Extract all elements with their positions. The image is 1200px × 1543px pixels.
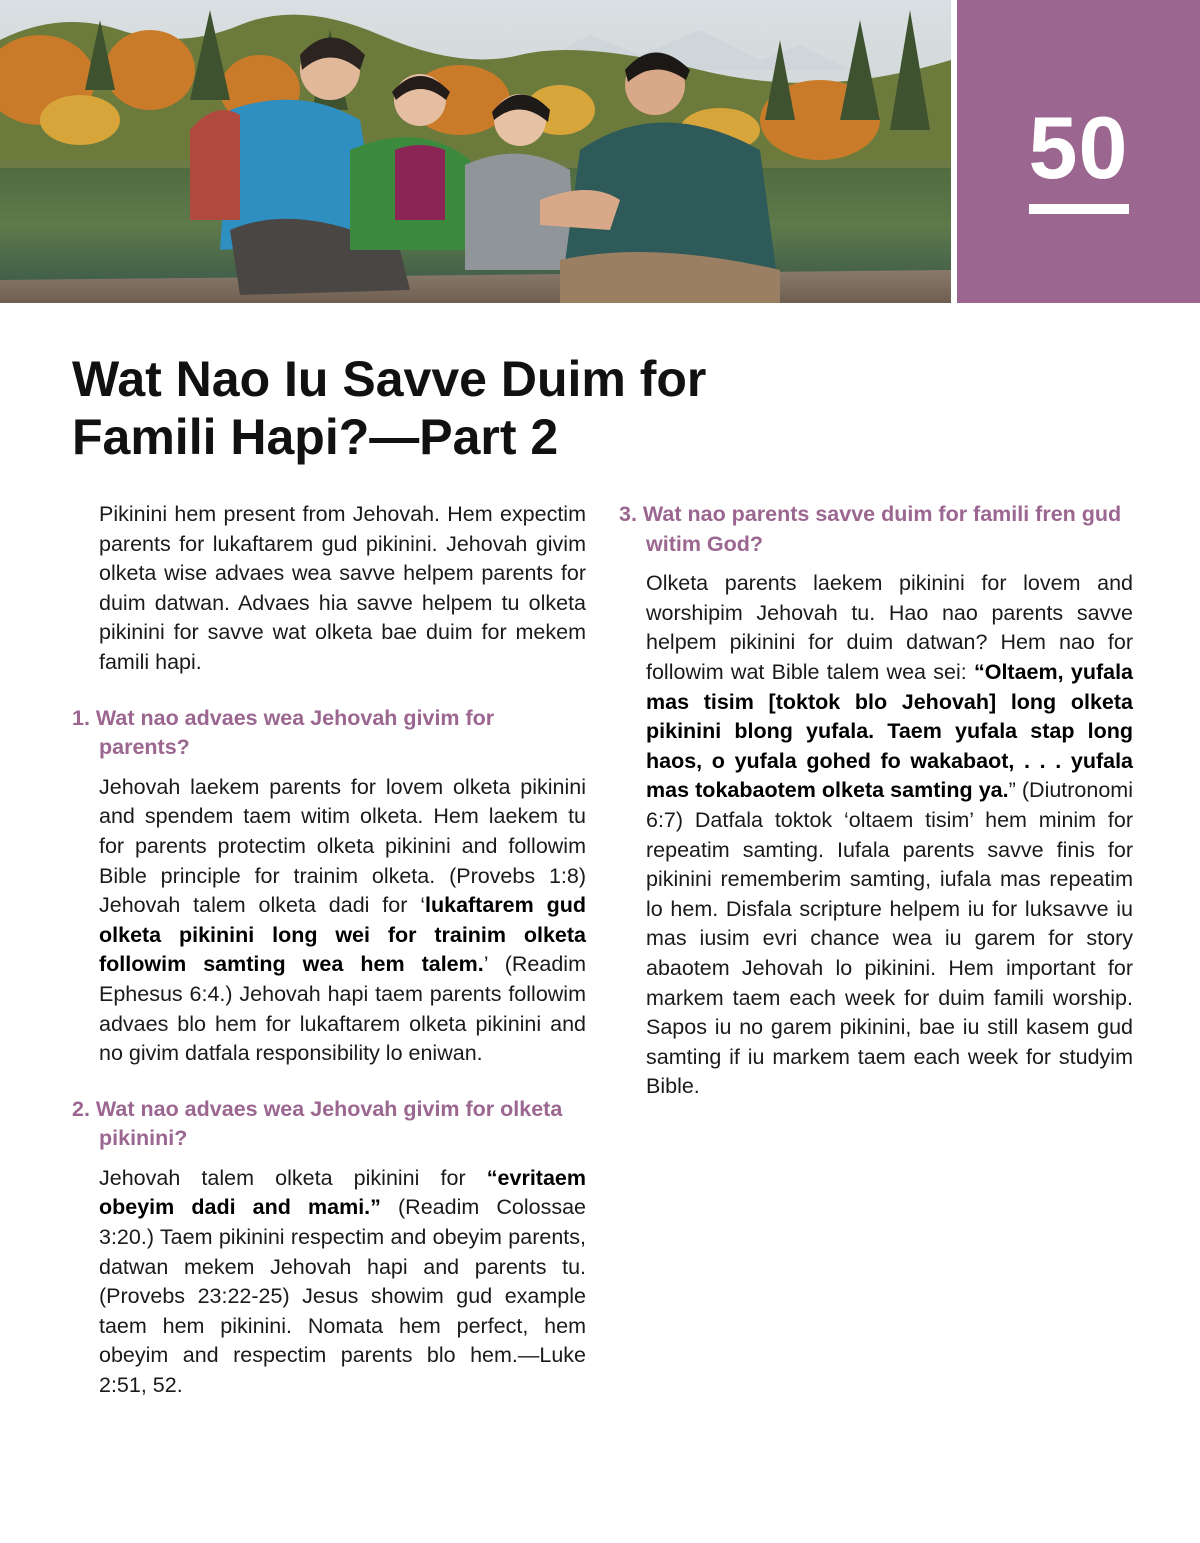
lesson-number-underline: [1029, 204, 1129, 214]
section-1-text-b: ’ (Readim Ephesus 6:4.) Jehovah hapi taem parents followim advaes blo hem for lukaftarem olketa pikinini and no givim datfala responsibility lo eniwan.: [99, 952, 586, 1066]
section-3-text-a: Olketa parents laekem pikinini for lovem and worshipim Jehovah tu. Hao nao parents savve helpem pikinini for duim datwan? Hem nao for followim wat Bible talem wea sei:: [646, 571, 1133, 684]
section-2-bold-text: “evritaem obeyim dadi and mami.”: [99, 1165, 586, 1220]
section-1-paragraph: [99, 773, 586, 1069]
lesson-number: 50: [1028, 98, 1129, 197]
section-2-question: 2. Wat nao advaes wea Jehovah givim for olketa pikinini?: [72, 1096, 563, 1151]
section-1-bold-text: lukaftarem gud olketa pikinini long wei for trainim olketa followim samting wea hem talem.: [99, 893, 586, 977]
section-1-text-a: Jehovah laekem parents for lovem olketa pikinini and spendem taem witim olketa. Hem laekem tu for parents protectim olketa pikinini and followim Bible principle for trainim olketa. (Provebs 1:8) Jehovah talem olketa dadi for ‘: [99, 774, 586, 918]
page-title-line-1: Wat Nao Iu Savve Duim for: [72, 351, 707, 407]
section-2-text-a: Jehovah talem olketa pikinini for: [99, 1165, 487, 1190]
section-2-paragraph: [99, 1164, 586, 1401]
section-2-text-b: (Readim Colossae 3:20.) Taem pikinini respectim and obeyim parents, datwan mekem Jehovah hapi and parents tu. (Provebs 23:22-25) Jesus showim gud example taem hem pikinini. Nomata hem perfect, hem obeyim and respectim parents blo hem.—Luke 2:51, 52.: [99, 1195, 586, 1398]
section-1-question: 1. Wat nao advaes wea Jehovah givim for parents?: [72, 705, 495, 760]
intro-paragraph: Pikinini hem present from Jehovah. Hem expectim parents for lukaftarem gud pikinini. Jehovah givim olketa wise advaes wea savve helpem parents for duim datwan. Advaes hia savve helpem tu olketa pikinini for savve wat olketa bae duim for mekem famili hapi.: [99, 502, 586, 674]
section-3-paragraph: [646, 569, 1133, 1102]
section-1: [72, 704, 586, 1069]
section-2: [72, 1095, 586, 1401]
section-3-text-b: ” (Diutronomi 6:7) Datfala toktok ‘oltaem tisim’ hem minim for repeatim samting. Iufala parents savve finis for pikinini rememberim samting, iufala mas repeatim lo hem. Disfala scripture helpem iu for luksavve iu mas iusim evri chance wea iu garem for story abaotem Jehovah lo pikinini. Hem important for markem taem each week for duim famili worship. Sapos iu no garem pikinini, bae iu still kasem gud samting if iu markem taem each week for studyim Bible.: [646, 778, 1133, 1099]
header-photo: [0, 0, 951, 303]
right-column: [619, 500, 1133, 1128]
page-title-line-2: Famili Hapi?—Part 2: [72, 409, 559, 465]
lesson-number-panel: [957, 0, 1200, 303]
left-column: [72, 500, 586, 1427]
section-3-bold-text: “Oltaem, yufala mas tisim [toktok blo Jehovah] long olketa pikinini blong yufala. Taem yufala stap long haos, o yufala gohed fo wakabaot, . . . yufala mas tokabaotem olketa samting ya.: [646, 659, 1133, 803]
section-3: [619, 500, 1133, 1102]
section-3-question: 3. Wat nao parents savve duim for famili fren gud witim God?: [619, 502, 1122, 556]
page-title: [72, 350, 832, 466]
